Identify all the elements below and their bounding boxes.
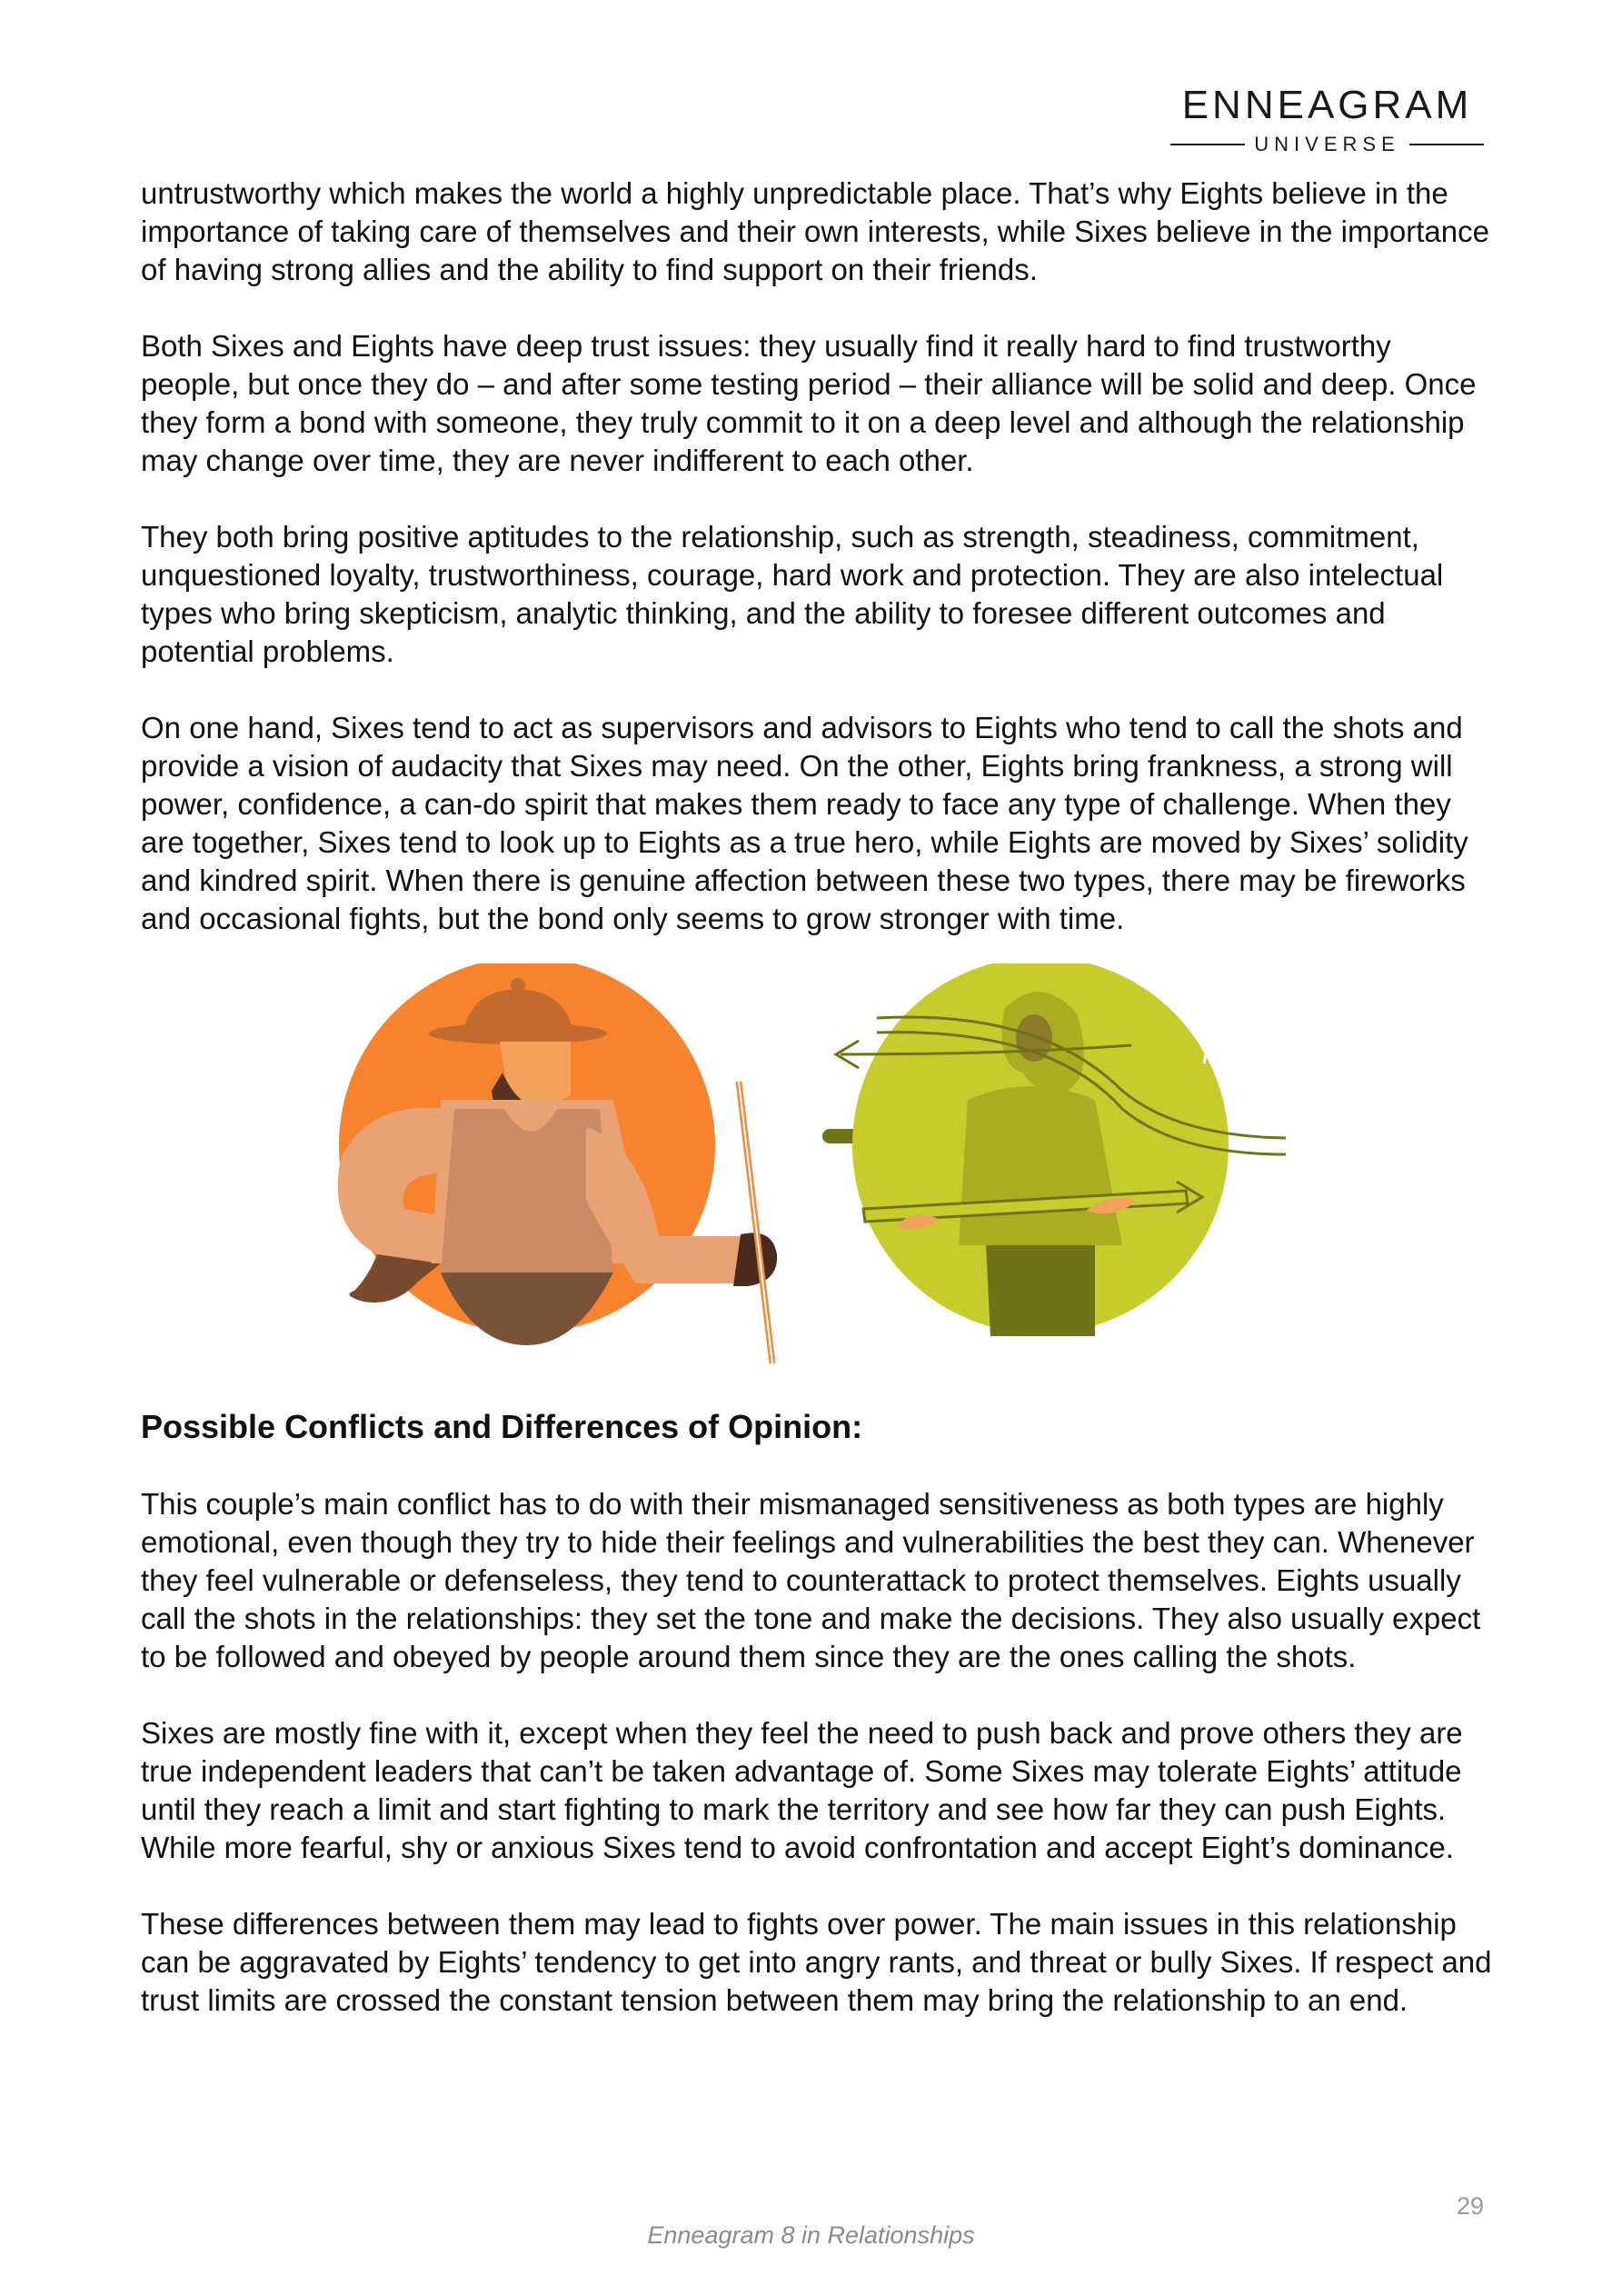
paragraph: Both Sixes and Eights have deep trust issues: they usually find it really hard to find trustworthy people, but once they do – and after some testing period – their alliance will be solid and deep. Once they form a bond with someone, they truly commit to it on a deep level and although the relationship may change over time, they are never indifferent to each other. bbox=[141, 329, 1477, 477]
page-content bbox=[141, 175, 1495, 2058]
walking-stick-inner bbox=[739, 1082, 772, 1363]
logo-subtitle-row bbox=[1170, 133, 1484, 156]
logo-rule-left bbox=[1170, 144, 1245, 145]
paragraph: untrustworthy which makes the world a highly unpredictable place. That’s why Eights believe in the importance of taking care of themselves and their own interests, while Sixes believe in the importance of having strong allies and the ability to find support on their friends. bbox=[141, 176, 1489, 286]
footer-title: Enneagram 8 in Relationships bbox=[647, 2221, 975, 2249]
hat-top bbox=[511, 978, 525, 993]
enneagram-universe-logo bbox=[1170, 84, 1484, 156]
paragraph: These differences between them may lead to fights over power. The main issues in this relationship can be aggravated by Eights’ tendency to get into angry rants, and threat or bully Sixes. If respect and trust limits are crossed the constant tension between them may bring the relationship to an end. bbox=[141, 1907, 1492, 2017]
paragraph: This couple’s main conflict has to do with their mismanaged sensitiveness as both types are highly emotional, even though they try to hide their feelings and vulnerabilities the best they can. Whenever they feel vulnerable or defenseless, they tend to counterattack to protect themselves. Eights usually call the shots in the relationships: they set the tone and make the decisions. They also usually expect to be followed and obeyed by people around them since they are the ones calling the shots. bbox=[141, 1487, 1481, 1673]
logo-title: ENNEAGRAM bbox=[1181, 83, 1473, 127]
paragraph: On one hand, Sixes tend to act as supervisors and advisors to Eights who tend to call the shots and provide a vision of audacity that Sixes may need. On the other, Eights bring frankness, a strong will power, confidence, a can-do spirit that makes them ready to face any type of challenge. When they are together, Sixes tend to look up to Eights as a true hero, while Eights are moved by Sixes’ solidity and kindred spirit. When there is genuine affection between these two types, there may be fireworks and occasional fights, but the bond only seems to grow stronger with time. bbox=[141, 711, 1468, 935]
page-number: 29 bbox=[1456, 2192, 1484, 2220]
logo-subtitle: UNIVERSE bbox=[1254, 133, 1400, 155]
trousers bbox=[986, 1245, 1095, 1336]
paragraph: They both bring positive aptitudes to the relationship, such as strength, steadiness, commitment, unquestioned loyalty, trustworthiness, courage, hard work and protection. They are also intelectual types who bring skepticism, analytic thinking, and the ability to foresee different outcomes and potential problems. bbox=[141, 520, 1444, 668]
six-and-eight-illustration bbox=[313, 963, 1313, 1373]
pants bbox=[441, 1273, 613, 1345]
face bbox=[1016, 1014, 1052, 1062]
section-heading: Possible Conflicts and Differences of Opinion: bbox=[141, 1408, 863, 1445]
logo-rule-right bbox=[1409, 144, 1484, 145]
paragraph: Sixes are mostly fine with it, except when they feel the need to push back and prove others they are true independent leaders that can’t be taken advantage of. Some Sixes may tolerate Eights’ attitude until they reach a limit and start fighting to mark the territory and see how far they can push Eights. While more fearful, shy or anxious Sixes tend to avoid confrontation and accept Eight’s dominance. bbox=[141, 1716, 1463, 1864]
